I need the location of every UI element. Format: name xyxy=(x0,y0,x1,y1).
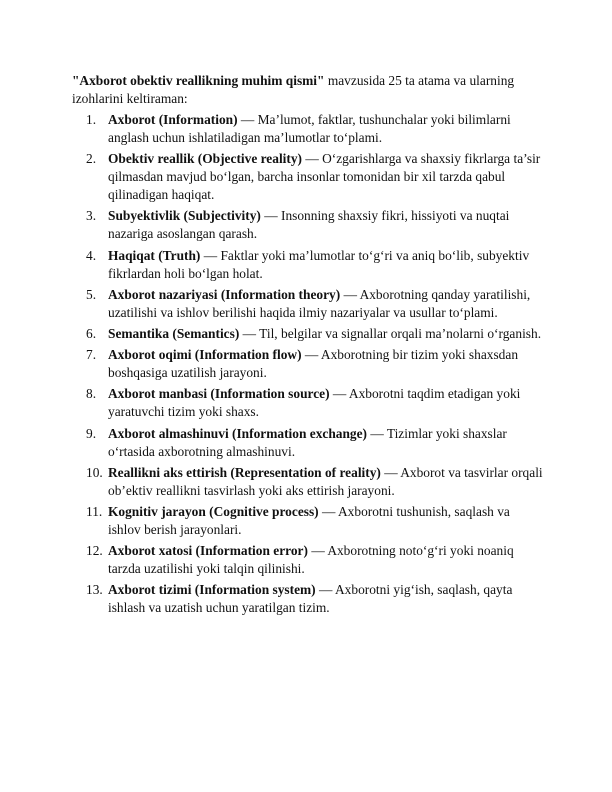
term-item xyxy=(72,247,544,283)
term-definition: — Axborotni tushunish, saqlash va ishlov berish jarayonlari. xyxy=(108,503,510,537)
intro-text: mavzusida 25 ta atama va ularning izohlarini keltiraman: xyxy=(72,73,515,106)
item-number: 1. xyxy=(86,112,97,127)
term-item xyxy=(72,346,544,382)
term-item xyxy=(72,111,544,147)
term-definition: — Axborotning bir tizim yoki shaxsdan boshqasiga uzatilish jarayoni. xyxy=(108,347,519,381)
term-definition: — Axborotning noto‘g‘ri yoki noaniq tarzda uzatilishi yoki talqin qilinishi. xyxy=(108,543,514,577)
term-item xyxy=(72,464,544,500)
item-number: 8. xyxy=(86,386,97,402)
term-item xyxy=(72,325,544,343)
term-item xyxy=(72,581,544,617)
intro-paragraph xyxy=(72,72,544,108)
term-name: Axborot xatosi (Information error) xyxy=(108,543,308,559)
term-item xyxy=(72,207,544,243)
item-number: 6. xyxy=(86,325,97,341)
term-definition: — Axborotni yig‘ish, saqlash, qayta ishlash va uzatish uchun yaratilgan tizim. xyxy=(108,582,513,616)
term-name: Axborot manbasi (Information source) xyxy=(108,386,330,402)
item-number: 7. xyxy=(86,347,97,363)
intro-title: "Axborot obektiv reallikning muhim qismi" xyxy=(72,73,325,88)
term-name: Kognitiv jarayon (Cognitive process) xyxy=(108,503,319,519)
term-name: Axborot tizimi (Information system) xyxy=(108,582,316,598)
item-number: 10. xyxy=(86,464,103,480)
term-name: Haqiqat (Truth) xyxy=(108,247,201,263)
term-item xyxy=(72,425,544,461)
term-definition: — Tizimlar yoki shaxslar o‘rtasida axborotning almashinuvi. xyxy=(108,425,507,459)
item-number: 11. xyxy=(86,503,103,519)
term-definition: — Axborot va tasvirlar orqali ob’ektiv reallikni tasvirlash yoki aks ettirish jarayoni. xyxy=(108,464,543,498)
term-item xyxy=(72,286,544,322)
term-name: Reallikni aks ettirish (Representation of reality) xyxy=(108,464,381,480)
item-number: 13. xyxy=(86,582,103,598)
term-definition: — Faktlar yoki ma’lumotlar to‘g‘ri va aniq bo‘lib, subyektiv fikrlardan holi bo‘lgan holat. xyxy=(108,247,530,281)
item-number: 9. xyxy=(86,425,97,441)
term-name: Axborot (Information) xyxy=(108,112,238,127)
term-definition: — Ma’lumot, faktlar, tushunchalar yoki bilimlarni anglash uchun ishlatiladigan ma’lumotlar to‘plami. xyxy=(108,112,511,145)
item-number: 4. xyxy=(86,247,97,263)
term-name: Axborot almashinuvi (Information exchange) xyxy=(108,425,368,441)
term-item xyxy=(72,542,544,578)
term-name: Axborot nazariyasi (Information theory) xyxy=(108,286,341,302)
term-name: Subyektivlik (Subjectivity) xyxy=(108,208,261,224)
item-number: 12. xyxy=(86,543,103,559)
term-definition: — Axborotni taqdim etadigan yoki yaratuvchi tizim yoki shaxs. xyxy=(108,386,521,420)
item-number: 3. xyxy=(86,208,97,224)
term-name: Axborot oqimi (Information flow) xyxy=(108,347,302,363)
term-definition: — Til, belgilar va signallar orqali ma’nolarni o‘rganish. xyxy=(239,325,542,341)
term-name: Obektiv reallik (Objective reality) xyxy=(108,151,303,167)
term-item xyxy=(72,150,544,204)
term-item xyxy=(72,385,544,421)
document-page xyxy=(72,72,544,620)
term-definition: — Insonning shaxsiy fikri, hissiyoti va nuqtai nazariga asoslangan qarash. xyxy=(108,208,510,242)
term-definition: — O‘zgarishlarga va shaxsiy fikrlarga ta’sir qilmasdan mavjud bo‘lgan, barcha insonlar tomonidan bir xil tarzda qabul qilinadigan haqiqat. xyxy=(108,151,541,203)
term-name: Semantika (Semantics) xyxy=(108,325,240,341)
term-item xyxy=(72,503,544,539)
item-number: 2. xyxy=(86,151,97,167)
item-number: 5. xyxy=(86,286,97,302)
term-definition: — Axborotning qanday yaratilishi, uzatilishi va ishlov berilishi haqida ilmiy nazariyalar va usullar to‘plami. xyxy=(108,286,531,320)
terms-list xyxy=(72,111,544,617)
